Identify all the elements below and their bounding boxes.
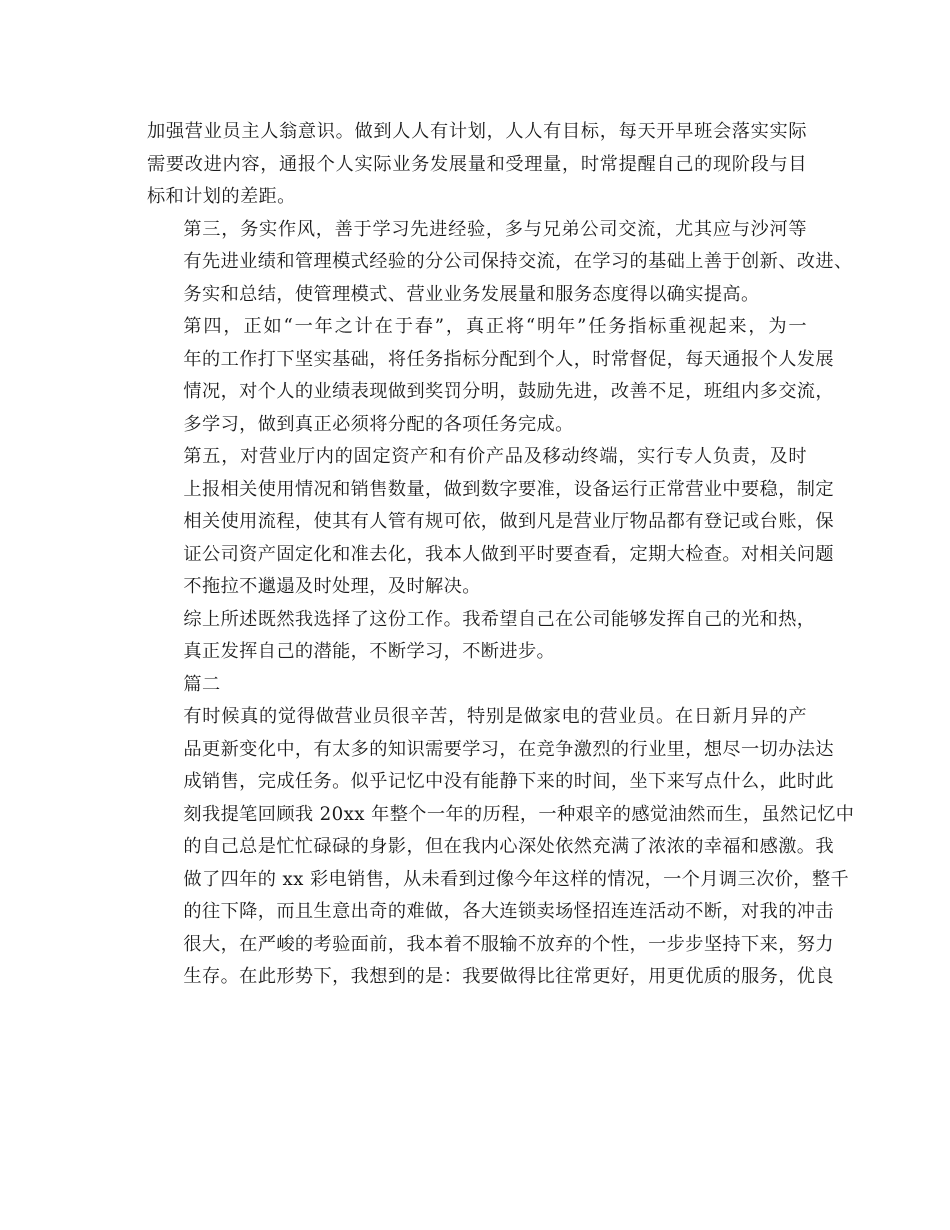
text-line: 情况，对个人的业绩表现做到奖罚分明，鼓励先进，改善不足，班组内多交流， [183,381,834,402]
text-line: 刻我提笔回顾我 20xx 年整个一年的历程，一种艰辛的感觉油然而生，虽然记忆中 [183,803,855,825]
text-line: 加强营业员主人翁意识。做到人人有计划，人人有目标，每天开早班会落实实际 [147,121,807,142]
text-line: 相关使用流程，使其有人管有规可依，做到凡是营业厅物品都有登记或台账，保 [183,511,834,532]
text-line: 的往下降，而且生意出奇的难做，各大连锁卖场怪招连连活动不断，对我的冲击 [183,901,834,922]
text-line: 的自己总是忙忙碌碌的身影，但在我内心深处依然充满了浓浓的幸福和感激。我 [183,836,834,857]
text-line: 真正发挥自己的潜能，不断学习，不断进步。 [183,641,556,662]
document-body [147,116,855,994]
paragraph [147,214,853,312]
text-line: 有时候真的觉得做营业员很辛苦，特别是做家电的营业员。在日新月异的产 [183,706,807,727]
text-line: 多学习，做到真正必须将分配的各项任务完成。 [183,413,574,435]
paragraph [147,311,834,441]
text-line: 不拖拉不邋遢及时处理，及时解决。 [183,576,481,597]
text-line: 生存。在此形势下，我想到的是：我要做得比往常更好，用更优质的服务，优良 [183,966,834,987]
text-line: 成销售，完成任务。似乎记忆中没有能静下来的时间，坐下来写点什么，此时此 [183,771,834,792]
text-line: 做了四年的 xx 彩电销售，从未看到过像今年这样的情况，一个月调三次价，整千 [183,868,850,890]
paragraph [147,604,816,669]
text-line: 第三，务实作风，善于学习先进经验，多与兄弟公司交流，尤其应与沙河等 [183,218,807,240]
text-line: 品更新变化中，有太多的知识需要学习，在竞争激烈的行业里，想尽一切办法达 [183,738,834,760]
paragraph [147,701,855,994]
text-line: 第四，正如“一年之计在于春”，真正将“明年”任务指标重视起来，为一 [183,316,807,337]
text-line: 证公司资产固定化和准去化，我本人做到平时要查看，定期大检查。对相关问题 [183,543,834,565]
text-line: 综上所述既然我选择了这份工作。我希望自己在公司能够发挥自己的光和热， [183,608,816,630]
text-line: 标和计划的差距。 [147,186,296,207]
paragraph [147,441,834,604]
text-line: 务实和总结，使管理模式、营业业务发展量和服务态度得以确实提高。 [183,283,760,305]
text-line: 很大，在严峻的考验面前，我本着不服输不放弃的个性，一步步坚持下来，努力 [183,933,834,955]
text-line: 年的工作打下坚实基础，将任务指标分配到个人，时常督促，每天通报个人发展 [183,348,834,370]
paragraph [147,116,807,214]
text-line: 篇二 [183,673,221,695]
text-line: 有先进业绩和管理模式经验的分公司保持交流，在学习的基础上善于创新、改进、 [183,251,853,272]
paragraph [147,669,807,702]
text-line: 需要改进内容，通报个人实际业务发展量和受理量，时常提醒自己的现阶段与目 [147,153,807,175]
text-line: 上报相关使用情况和销售数量，做到数字要准，设备运行正常营业中要稳，制定 [183,478,834,500]
text-line: 第五，对营业厅内的固定资产和有价产品及移动终端，实行专人负责，及时 [183,446,807,467]
